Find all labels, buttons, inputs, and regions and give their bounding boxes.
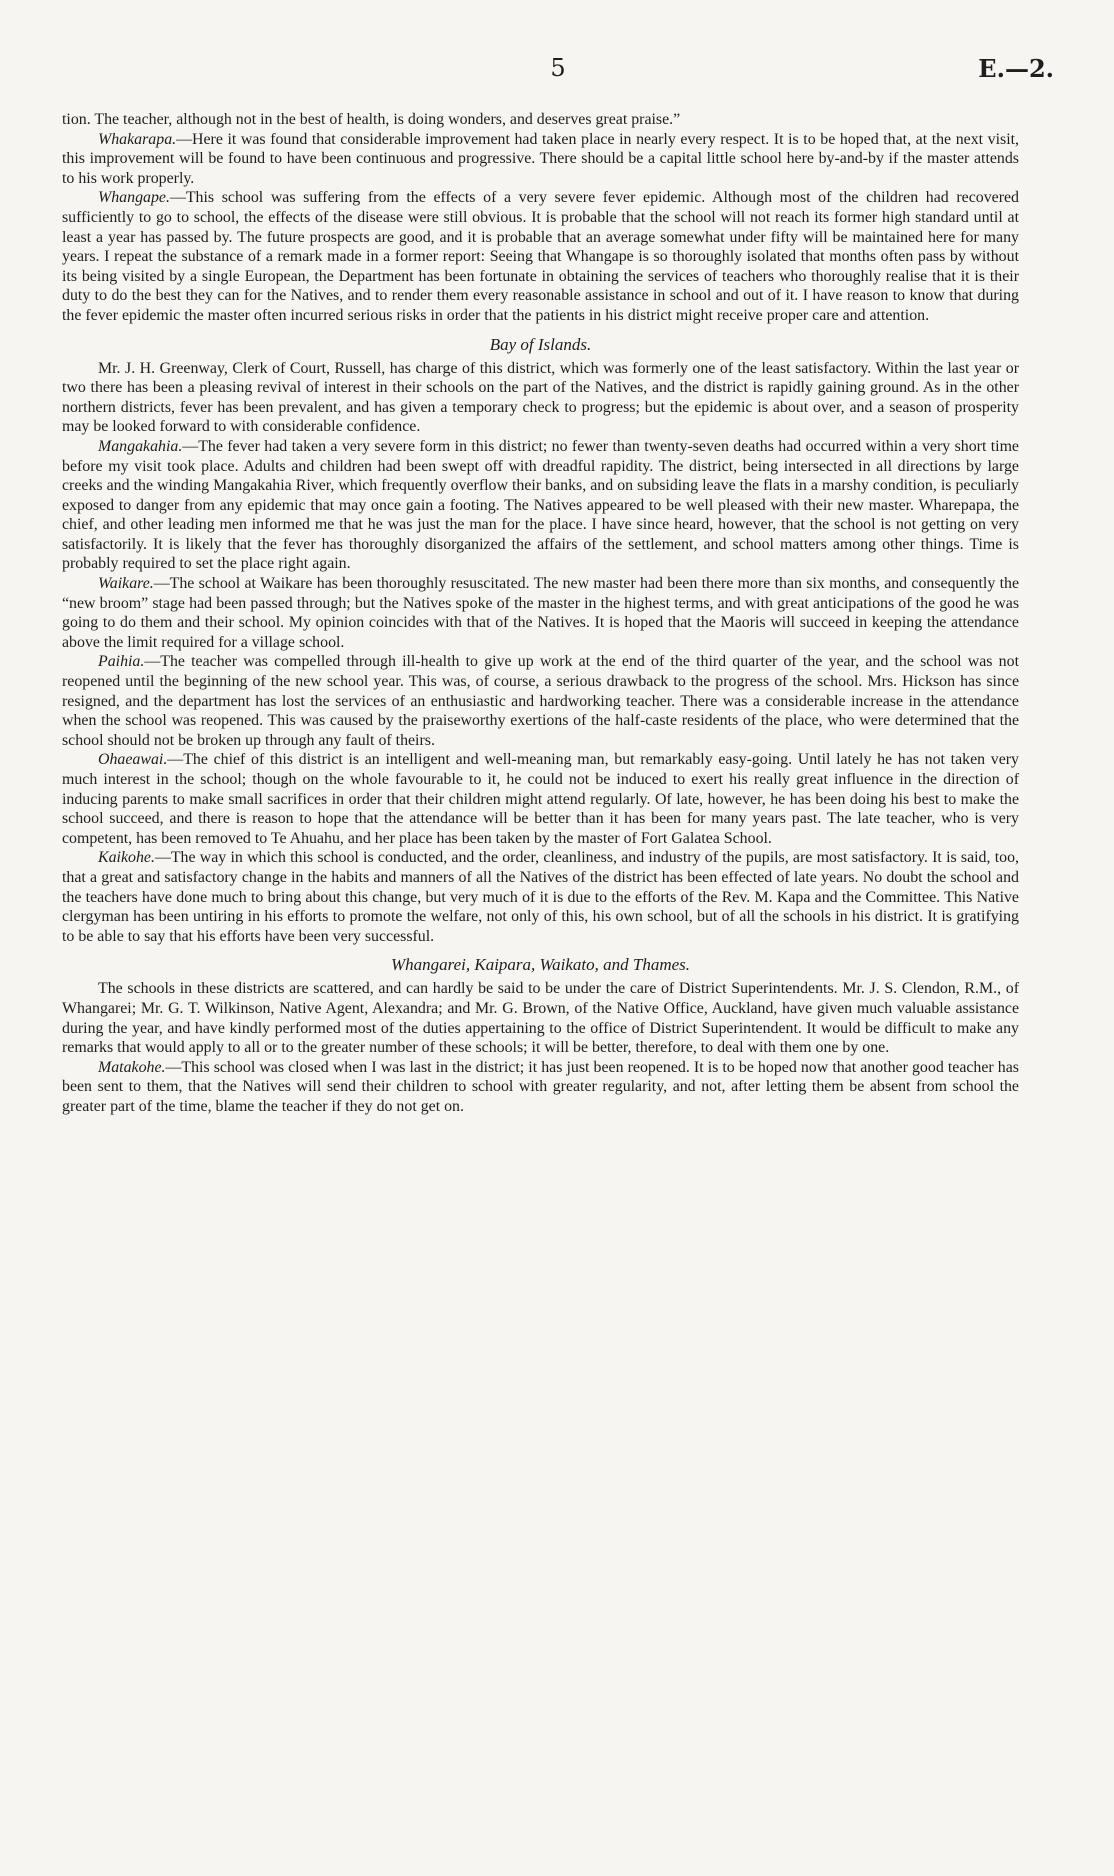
place-name: Kaikohe. — [98, 849, 155, 867]
document-reference: E.—2. — [978, 54, 1054, 83]
place-name: Whakarapa. — [98, 130, 177, 148]
paragraph-paihia: Paihia.—The teacher was compelled through ill-health to give up work at the end of the third quarter of the year, and the school was not reopened until the beginning of the new school year. This was, of course, a serious drawback to the progress of the school. Mrs. Hickson has since resigned, and the department has lost the services of an enthusiastic and hardworking teacher. There was a considerable increase in the attendance when the school was reopened. This was caused by the praiseworthy exertions of the half-caste residents of the place, who were determined that the school should not be broken up through any fault of theirs. — [62, 653, 1019, 749]
place-name: Whangape. — [98, 189, 170, 207]
place-name: Mangakahia. — [98, 437, 183, 455]
body-text — [62, 110, 1019, 1117]
paragraph-mangakahia: Mangakahia.—The fever had taken a very severe form in this district; no fewer than twenty-seven deaths had occurred within a very short time before my visit took place. Adults and children had been swept off with dreadful rapidity. The district, being intersected in all directions by large creeks and the winding Mangakahia River, which frequently overflow their banks, and on subsiding leave the flats in a marshy condition, is peculiarly exposed to danger from any epidemic that may once gain a footing. The Natives appeared to be well pleased with their new master. Wharepapa, the chief, and other leading men informed me that he was just the man for the place. I have since heard, however, that the school is not getting on very satisfactorily. It is likely that the fever has thoroughly disorganized the affairs of the settlement, and school matters among other things. Time is probably required to set the place right again. — [62, 437, 1019, 573]
paragraph-kaikohe: Kaikohe.—The way in which this school is conducted, and the order, cleanliness, and industry of the pupils, are most satisfactory. It is said, too, that a great and satisfactory change in the habits and manners of all the Natives of the district has been effected of late years. No doubt the school and the teachers have done much to bring about this change, but very much of it is due to the efforts of the Rev. M. Kapa and the Committee. This Native clergyman has been untiring in his efforts to promote the welfare, not only of this, his own school, but of all the schools in his district. It is gratifying to be able to say that his efforts have been very successful. — [62, 849, 1019, 945]
page-header — [62, 54, 1054, 94]
page-number: 5 — [550, 54, 566, 82]
paragraph-matakohe: Matakohe.—This school was closed when I was last in the district; it has just been reopened. It is to be hoped now that another good teacher has been sent to them, that the Natives will send their children to school with greater regularity, and not, after letting them be absent from school the greater part of the time, blame the teacher if they do not get on. — [62, 1058, 1019, 1115]
paragraph-whangarei-intro: The schools in these districts are scattered, and can hardly be said to be under the care of District Superintendents. Mr. J. S. Clendon, R.M., of Whangarei; Mr. G. T. Wilkinson, Native Agent, Alexandra; and Mr. G. Brown, of the Native Office, Auckland, have given much valuable assistance during the year, and have kindly performed most of the duties appertaining to the office of District Superintendent. It would be difficult to make any remarks that would apply to all or to the greater number of these schools; it will be better, therefore, to deal with them one by one. — [62, 980, 1019, 1057]
section-heading-whangarei: Whangarei, Kaipara, Waikato, and Thames. — [390, 955, 691, 975]
section-heading-bay-of-islands: Bay of Islands. — [489, 334, 592, 354]
place-name: Waikare. — [98, 575, 154, 593]
place-name: Matakohe. — [98, 1058, 166, 1076]
place-name: Ohaeawai. — [98, 751, 168, 769]
place-name: Paihia. — [98, 653, 145, 671]
paragraph-waikare: Waikare.—The school at Waikare has been thoroughly resuscitated. The new master had been there more than six months, and consequently the “new broom” stage had been passed through; but the Natives spoke of the master in the highest terms, and with great anticipations of the good he was going to do them and their school. My opinion coincides with that of the Natives. It is hoped that the Maoris will succeed in keeping the attendance above the limit required for a village school. — [62, 575, 1019, 651]
paragraph-continuation: tion. The teacher, although not in the best of health, is doing wonders, and deserves great praise.” — [62, 111, 681, 128]
paragraph-ohaeawai: Ohaeawai.—The chief of this district is an intelligent and well-meaning man, but remarkably easy-going. Until lately he has not taken very much interest in the school; though on the whole favourable to it, he could not be induced to exert his really great influence in the direction of inducing parents to make small sacrifices in order that their children might attend regularly. Of late, however, he has been doing his best to make the school succeed, and there is reason to hope that the attendance will be better than it has been for many years past. The late teacher, who is very competent, has been removed to Te Ahuahu, and her place has been taken by the master of Fort Galatea School. — [62, 751, 1019, 847]
paragraph-whangape: Whangape.—This school was suffering from the effects of a very severe fever epidemic. Although most of the children had recovered sufficiently to go to school, the effects of the disease were still obvious. It is probable that the school will not reach its former high standard until at least a year has passed by. The future prospects are good, and it is probable that an average somewhat under fifty will be maintained here for many years. I repeat the substance of a remark made in a former report: Seeing that Whangape is so thoroughly isolated that months often pass by without its being visited by a single European, the Department has been fortunate in obtaining the services of teachers who thoroughly realise that it is their duty to do the best they can for the Natives, and to render them every reasonable assistance in school and out of it. I have reason to know that during the fever epidemic the master often incurred serious risks in order that the patients in his district might receive proper care and attention. — [62, 189, 1019, 324]
paragraph-bay-of-islands-intro: Mr. J. H. Greenway, Clerk of Court, Russell, has charge of this district, which was formerly one of the least satisfactory. Within the last year or two there has been a pleasing revival of interest in their schools on the part of the Natives, and the district is rapidly gaining ground. As in the other northern districts, fever has been prevalent, and has given a temporary check to progress; but the epidemic is about over, and a season of prosperity may be looked forward to with considerable confidence. — [62, 359, 1019, 436]
paragraph-whakarapa: Whakarapa.—Here it was found that considerable improvement had taken place in nearly every respect. It is to be hoped that, at the next visit, this improvement will be found to have been continuous and progressive. There should be a capital little school here by-and-by if the master attends to his work properly. — [62, 130, 1019, 187]
